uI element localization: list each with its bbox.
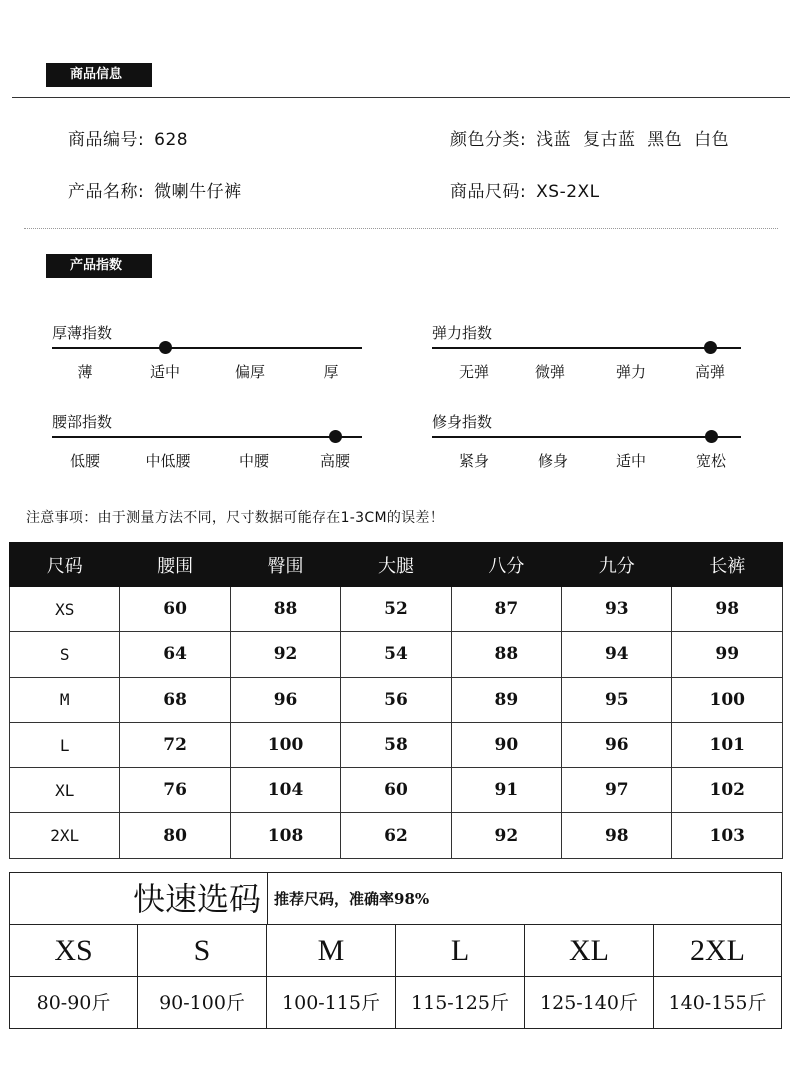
measurement-cell: 100 (672, 677, 783, 722)
measurement-cell: 91 (451, 768, 561, 813)
measurement-cell: 101 (672, 722, 783, 767)
product-name-label: 产品名称: (68, 182, 145, 202)
index-marker (159, 341, 172, 354)
size-chart-header-cell: 九分 (562, 543, 672, 587)
quick-size-subtitle: 推荐尺码，准确率98% (274, 890, 430, 908)
index-scale-line (52, 347, 362, 349)
measurement-cell: 72 (120, 722, 230, 767)
measurement-cell: 88 (230, 587, 340, 632)
index-option: 偏厚 (234, 363, 265, 381)
quick-size-title: 快速选码 (10, 873, 268, 925)
section-tag-product-index: 产品指数 (46, 254, 152, 278)
quick-size-cell: M (267, 925, 396, 976)
index-scale-line (432, 436, 741, 438)
measurement-note: 注意事项：由于测量方法不同，尺寸数据可能存在1-3CM的误差！ (26, 510, 445, 526)
measurement-cell: 97 (562, 768, 672, 813)
table-row (10, 632, 783, 677)
measurement-cell: 58 (341, 722, 451, 767)
index-option: 中腰 (238, 452, 269, 470)
product-size-label: 商品尺码: (450, 182, 527, 202)
measurement-cell: 80 (120, 813, 230, 858)
index-option: 高腰 (319, 452, 350, 470)
table-row (10, 587, 783, 632)
index-option: 适中 (615, 452, 646, 470)
index-option: 修身 (537, 452, 568, 470)
measurement-cell: 92 (451, 813, 561, 858)
index-option: 适中 (149, 363, 180, 381)
measurement-cell: 89 (451, 677, 561, 722)
measurement-cell: 56 (341, 677, 451, 722)
measurement-cell: 52 (341, 587, 451, 632)
measurement-cell: 102 (672, 768, 783, 813)
measurement-cell: 96 (230, 677, 340, 722)
index-option: 厚 (323, 363, 339, 381)
quick-size-cell: 2XL (690, 934, 745, 967)
measurement-cell: 108 (230, 813, 340, 858)
index-marker (704, 341, 717, 354)
measurement-cell: 99 (672, 632, 783, 677)
color-category (450, 125, 729, 150)
quick-weight-cell: 125-140斤 (525, 977, 654, 1029)
section-tag-product-info: 商品信息 (46, 63, 152, 87)
index-option: 无弹 (458, 363, 489, 381)
measurement-cell: 60 (341, 768, 451, 813)
index-marker (705, 430, 718, 443)
measurement-cell: 54 (341, 632, 451, 677)
product-code-value: 628 (154, 130, 189, 150)
measurement-cell: 104 (230, 768, 340, 813)
measurement-cell: 62 (341, 813, 451, 858)
size-chart-header-cell: 臀围 (230, 543, 340, 587)
measurement-cell: 92 (230, 632, 340, 677)
quick-size-row (10, 925, 781, 977)
measurement-cell: 87 (451, 587, 561, 632)
index-scale-line (52, 436, 362, 438)
table-row (10, 813, 783, 858)
index-option: 弹力 (615, 363, 646, 381)
index-option: 高弹 (694, 363, 725, 381)
quick-size-cell: L (396, 925, 525, 976)
index-title: 腰部指数 (52, 413, 113, 431)
color-category-value: 浅蓝 复古蓝 黑色 白色 (536, 130, 730, 150)
quick-weight-cell: 115-125斤 (396, 977, 525, 1029)
size-chart-header-cell: 腰围 (120, 543, 230, 587)
color-category-label: 颜色分类: (450, 130, 527, 150)
index-option: 薄 (77, 363, 93, 381)
index-marker (329, 430, 342, 443)
table-row (10, 722, 783, 767)
quick-weight-cell: 100-115斤 (267, 977, 396, 1029)
product-code (68, 125, 188, 150)
index-title: 厚薄指数 (52, 324, 113, 342)
measurement-cell: 96 (562, 722, 672, 767)
product-name (68, 177, 242, 202)
size-chart-header-cell: 尺码 (10, 543, 120, 587)
product-code-label: 商品编号: (68, 130, 145, 150)
product-name-value: 微喇牛仔裤 (154, 182, 242, 202)
measurement-cell: 100 (230, 722, 340, 767)
size-cell: S (10, 632, 120, 677)
divider (12, 97, 790, 98)
measurement-cell: 90 (451, 722, 561, 767)
index-option: 微弹 (534, 363, 565, 381)
quick-size-cell: XL (525, 925, 654, 976)
measurement-cell: 60 (120, 587, 230, 632)
measurement-cell: 98 (672, 587, 783, 632)
size-chart-header-cell: 八分 (451, 543, 561, 587)
measurement-cell: 98 (562, 813, 672, 858)
quick-size-cell: S (138, 925, 267, 976)
measurement-cell: 88 (451, 632, 561, 677)
quick-weight-row (10, 977, 781, 1029)
quick-weight-cell: 90-100斤 (138, 977, 267, 1029)
measurement-cell: 95 (562, 677, 672, 722)
quick-size-guide (9, 872, 782, 1029)
size-cell: L (10, 722, 120, 767)
index-option: 宽松 (695, 452, 726, 470)
size-chart-header-cell: 长裤 (672, 543, 783, 587)
quick-size-cell: XS (10, 925, 138, 976)
measurement-cell: 68 (120, 677, 230, 722)
dotted-divider (24, 228, 778, 229)
table-row (10, 768, 783, 813)
measurement-cell: 93 (562, 587, 672, 632)
product-size-value: XS-2XL (536, 182, 600, 202)
index-scale-line (432, 347, 741, 349)
size-cell: XL (10, 768, 120, 813)
size-chart-header-cell: 大腿 (341, 543, 451, 587)
index-option: 低腰 (69, 452, 100, 470)
size-chart-header (10, 543, 783, 587)
size-chart-table (9, 542, 783, 859)
product-size (450, 177, 600, 202)
measurement-cell: 103 (672, 813, 783, 858)
measurement-cell: 76 (120, 768, 230, 813)
index-title: 修身指数 (432, 413, 493, 431)
size-cell: 2XL (10, 813, 120, 858)
index-option: 中低腰 (145, 452, 191, 470)
size-cell: XS (10, 587, 120, 632)
table-row (10, 677, 783, 722)
quick-weight-cell: 80-90斤 (10, 977, 138, 1029)
measurement-cell: 64 (120, 632, 230, 677)
quick-weight-cell: 140-155斤 (668, 992, 767, 1014)
index-title: 弹力指数 (432, 324, 493, 342)
index-option: 紧身 (458, 452, 489, 470)
measurement-cell: 94 (562, 632, 672, 677)
quick-size-header (10, 873, 781, 925)
size-cell: M (10, 677, 120, 722)
